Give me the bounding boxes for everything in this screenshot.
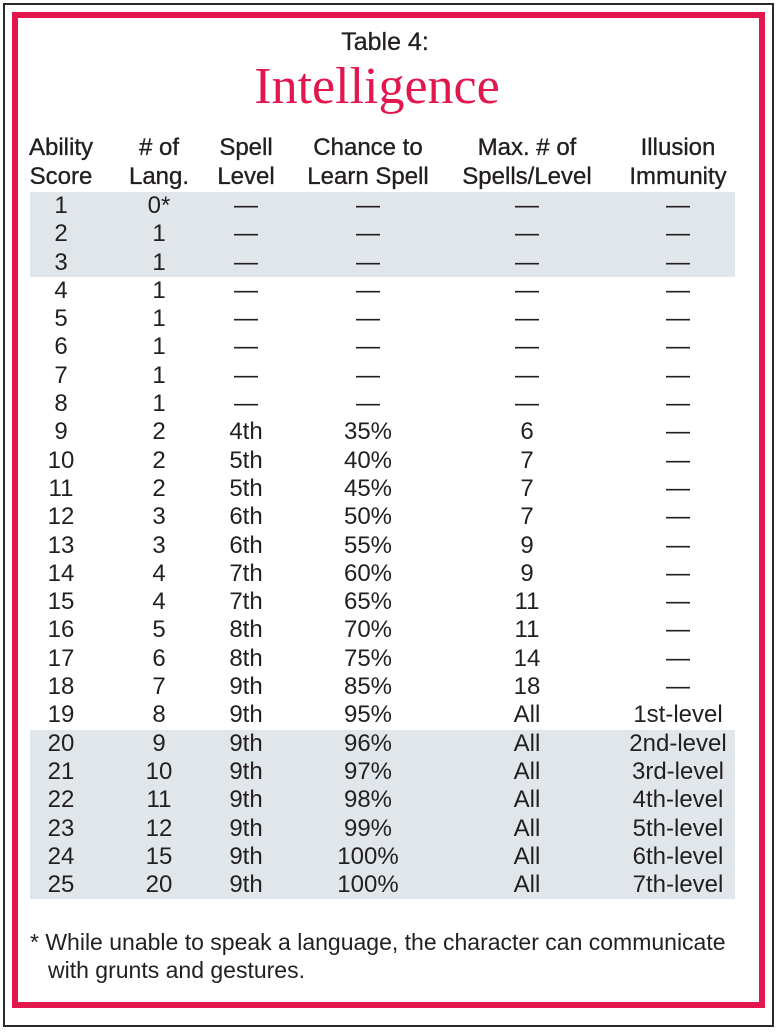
cell-max-spells: All: [513, 842, 541, 870]
table-row: [30, 758, 735, 786]
cell-spell-level: 9th: [229, 701, 263, 729]
cell-ability-score: 23: [47, 814, 75, 842]
table-title: Intelligence: [254, 58, 500, 115]
cell-ability-score: 17: [47, 644, 75, 672]
cell-spell-level: 9th: [229, 814, 263, 842]
cell-languages: 6: [152, 644, 166, 672]
cell-max-spells: 9: [520, 531, 534, 559]
cell-max-spells: 7: [520, 474, 534, 502]
table-body: [30, 192, 735, 899]
cell-languages: 1: [152, 361, 166, 389]
cell-spell-level: 6th: [229, 503, 263, 531]
cell-learn-chance: 45%: [343, 474, 393, 502]
table-row: [30, 532, 735, 560]
cell-learn-chance: —: [356, 390, 380, 418]
header-line-2: Lang.: [128, 163, 190, 190]
cell-languages: 5: [152, 616, 166, 644]
table-row: [30, 871, 735, 899]
cell-ability-score: 3: [54, 248, 68, 276]
cell-illusion-immunity: —: [666, 474, 690, 502]
cell-spell-level: 8th: [229, 616, 263, 644]
cell-spell-level: 5th: [229, 474, 263, 502]
cell-learn-chance: 100%: [337, 871, 399, 899]
table-row: [30, 447, 735, 475]
cell-max-spells: 18: [513, 673, 541, 701]
shaded-row-group: [30, 730, 735, 900]
header-line-1: Spell: [219, 134, 273, 161]
cell-ability-score: 6: [54, 333, 68, 361]
table-row: [30, 786, 735, 814]
table-row: [30, 390, 735, 418]
cell-spell-level: 9th: [229, 757, 263, 785]
cell-max-spells: 6: [520, 418, 534, 446]
cell-illusion-immunity: 1st-level: [633, 701, 723, 729]
cell-illusion-immunity: —: [666, 305, 690, 333]
cell-max-spells: —: [515, 192, 539, 219]
table-row: [30, 220, 735, 248]
table-row: [30, 701, 735, 729]
header-line-1: # of: [138, 134, 180, 161]
header-ability-score: [29, 133, 93, 191]
cell-ability-score: 10: [47, 446, 75, 474]
cell-spell-level: 9th: [229, 673, 263, 701]
cell-illusion-immunity: 3rd-level: [631, 757, 725, 785]
cell-languages: 4: [152, 559, 166, 587]
cell-max-spells: —: [515, 333, 539, 361]
cell-max-spells: All: [513, 814, 541, 842]
header-line-1: Chance to: [313, 134, 423, 161]
table-row: [30, 560, 735, 588]
cell-spell-level: 9th: [229, 729, 263, 757]
table-header: [30, 133, 735, 191]
cell-spell-level: —: [234, 276, 258, 304]
cell-max-spells: 14: [513, 644, 541, 672]
cell-illusion-immunity: —: [666, 446, 690, 474]
cell-ability-score: 7: [54, 361, 68, 389]
cell-ability-score: 13: [47, 531, 75, 559]
cell-languages: 2: [152, 418, 166, 446]
cell-max-spells: All: [513, 871, 541, 899]
cell-illusion-immunity: —: [666, 248, 690, 276]
cell-illusion-immunity: 4th-level: [632, 786, 724, 814]
cell-learn-chance: 75%: [343, 644, 393, 672]
cell-max-spells: —: [515, 390, 539, 418]
cell-ability-score: 18: [47, 673, 75, 701]
cell-languages: 2: [152, 474, 166, 502]
header-line-2: Score: [29, 163, 93, 190]
cell-illusion-immunity: —: [666, 220, 690, 248]
table-row: [30, 333, 735, 361]
cell-ability-score: 4: [54, 276, 68, 304]
cell-languages: 15: [145, 842, 173, 870]
cell-ability-score: 24: [47, 842, 75, 870]
cell-spell-level: 9th: [229, 786, 263, 814]
table-row: [30, 730, 735, 758]
cell-illusion-immunity: 2nd-level: [629, 729, 727, 757]
cell-ability-score: 16: [47, 616, 75, 644]
cell-languages: 1: [152, 248, 166, 276]
cell-spell-level: —: [234, 248, 258, 276]
footnote: * While unable to speak a language, the character can communicate with grunts and gestures.: [30, 929, 726, 983]
cell-ability-score: 14: [47, 559, 75, 587]
cell-spell-level: —: [234, 390, 258, 418]
cell-illusion-immunity: —: [666, 644, 690, 672]
cell-learn-chance: 65%: [343, 588, 393, 616]
cell-languages: 9: [152, 729, 166, 757]
cell-illusion-immunity: —: [666, 333, 690, 361]
cell-illusion-immunity: —: [666, 418, 690, 446]
table-caption: Table 4:: [341, 28, 429, 56]
cell-spell-level: —: [234, 192, 258, 219]
cell-learn-chance: —: [356, 248, 380, 276]
cell-spell-level: 4th: [229, 418, 263, 446]
cell-learn-chance: 60%: [343, 559, 393, 587]
cell-ability-score: 21: [47, 757, 75, 785]
cell-learn-chance: —: [356, 333, 380, 361]
header-learn-chance: [307, 133, 428, 191]
cell-learn-chance: 35%: [343, 418, 393, 446]
cell-learn-chance: 100%: [337, 842, 399, 870]
cell-languages: 1: [152, 305, 166, 333]
cell-learn-chance: 70%: [343, 616, 393, 644]
table-row: [30, 588, 735, 616]
cell-languages: 1: [152, 390, 166, 418]
cell-max-spells: All: [513, 701, 541, 729]
cell-languages: 1: [152, 333, 166, 361]
cell-ability-score: 19: [47, 701, 75, 729]
shaded-row-group: [30, 192, 735, 277]
cell-languages: 0*: [147, 192, 171, 219]
header-line-1: Illusion: [640, 134, 716, 161]
cell-max-spells: —: [515, 220, 539, 248]
cell-illusion-immunity: —: [666, 673, 690, 701]
cell-languages: 3: [152, 531, 166, 559]
cell-spell-level: —: [234, 220, 258, 248]
cell-ability-score: 15: [47, 588, 75, 616]
cell-languages: 8: [152, 701, 166, 729]
header-line-2: Immunity: [629, 163, 727, 190]
cell-ability-score: 8: [54, 390, 68, 418]
cell-illusion-immunity: —: [666, 559, 690, 587]
cell-spell-level: 9th: [229, 842, 263, 870]
cell-languages: 7: [152, 673, 166, 701]
cell-spell-level: 6th: [229, 531, 263, 559]
table-row: [30, 616, 735, 644]
cell-illusion-immunity: —: [666, 361, 690, 389]
table-row: [30, 843, 735, 871]
table-row: [30, 305, 735, 333]
cell-max-spells: 7: [520, 446, 534, 474]
cell-spell-level: —: [234, 333, 258, 361]
cell-illusion-immunity: —: [666, 616, 690, 644]
table-row: [30, 673, 735, 701]
cell-max-spells: 9: [520, 559, 534, 587]
cell-illusion-immunity: 6th-level: [632, 842, 724, 870]
header-illusion-immunity: [629, 133, 726, 191]
table-row: [30, 192, 735, 220]
header-line-2: Level: [217, 163, 275, 190]
cell-ability-score: 22: [47, 786, 75, 814]
table-row: [30, 475, 735, 503]
cell-learn-chance: 96%: [343, 729, 393, 757]
cell-illusion-immunity: 5th-level: [632, 814, 724, 842]
cell-learn-chance: —: [356, 276, 380, 304]
cell-learn-chance: 95%: [343, 701, 393, 729]
cell-illusion-immunity: 7th-level: [632, 871, 724, 899]
header-line-1: Max. # of: [477, 134, 577, 161]
cell-max-spells: 11: [514, 588, 540, 616]
cell-languages: 3: [152, 503, 166, 531]
cell-illusion-immunity: —: [666, 192, 690, 219]
cell-languages: 1: [152, 220, 166, 248]
cell-max-spells: All: [513, 786, 541, 814]
cell-languages: 1: [152, 276, 166, 304]
cell-languages: 2: [152, 446, 166, 474]
cell-max-spells: —: [515, 248, 539, 276]
cell-learn-chance: 98%: [343, 786, 393, 814]
cell-languages: 4: [152, 588, 166, 616]
cell-learn-chance: —: [356, 220, 380, 248]
cell-languages: 10: [145, 757, 173, 785]
cell-illusion-immunity: —: [666, 503, 690, 531]
cell-learn-chance: 99%: [343, 814, 393, 842]
cell-illusion-immunity: —: [666, 390, 690, 418]
table-row: [30, 503, 735, 531]
cell-spell-level: 7th: [229, 559, 263, 587]
table-row: [30, 249, 735, 277]
cell-learn-chance: 40%: [343, 446, 393, 474]
cell-spell-level: 9th: [229, 871, 263, 899]
cell-languages: 11: [146, 786, 172, 814]
table-row: [30, 277, 735, 305]
cell-spell-level: 5th: [229, 446, 263, 474]
header-max-spells: [462, 133, 591, 191]
cell-learn-chance: —: [356, 305, 380, 333]
header-spell-level: [217, 133, 274, 191]
cell-ability-score: 1: [54, 192, 68, 219]
cell-learn-chance: 55%: [343, 531, 393, 559]
cell-max-spells: All: [513, 757, 541, 785]
header-line-2: Learn Spell: [307, 163, 429, 190]
header-languages: [129, 133, 189, 191]
cell-max-spells: All: [513, 729, 541, 757]
cell-ability-score: 11: [48, 474, 74, 502]
cell-learn-chance: 85%: [343, 673, 393, 701]
cell-illusion-immunity: —: [666, 531, 690, 559]
cell-max-spells: 11: [514, 616, 540, 644]
cell-ability-score: 5: [54, 305, 68, 333]
cell-ability-score: 20: [47, 729, 75, 757]
row-group: [30, 277, 735, 730]
header-line-1: Ability: [28, 134, 94, 161]
cell-ability-score: 2: [54, 220, 68, 248]
cell-ability-score: 25: [47, 871, 75, 899]
cell-ability-score: 12: [47, 503, 75, 531]
cell-spell-level: 8th: [229, 644, 263, 672]
cell-ability-score: 9: [54, 418, 68, 446]
cell-learn-chance: 50%: [343, 503, 393, 531]
cell-max-spells: —: [515, 305, 539, 333]
table-row: [30, 362, 735, 390]
cell-max-spells: 7: [520, 503, 534, 531]
table-row: [30, 815, 735, 843]
cell-learn-chance: —: [356, 361, 380, 389]
cell-max-spells: —: [515, 361, 539, 389]
table-row: [30, 418, 735, 446]
cell-illusion-immunity: —: [666, 588, 690, 616]
cell-learn-chance: 97%: [343, 757, 393, 785]
cell-max-spells: —: [515, 276, 539, 304]
cell-languages: 12: [145, 814, 173, 842]
cell-illusion-immunity: —: [666, 276, 690, 304]
cell-languages: 20: [145, 871, 173, 899]
table-row: [30, 645, 735, 673]
cell-spell-level: —: [234, 361, 258, 389]
cell-spell-level: —: [234, 305, 258, 333]
cell-spell-level: 7th: [229, 588, 263, 616]
header-line-2: Spells/Level: [462, 163, 592, 190]
cell-learn-chance: —: [356, 192, 380, 219]
